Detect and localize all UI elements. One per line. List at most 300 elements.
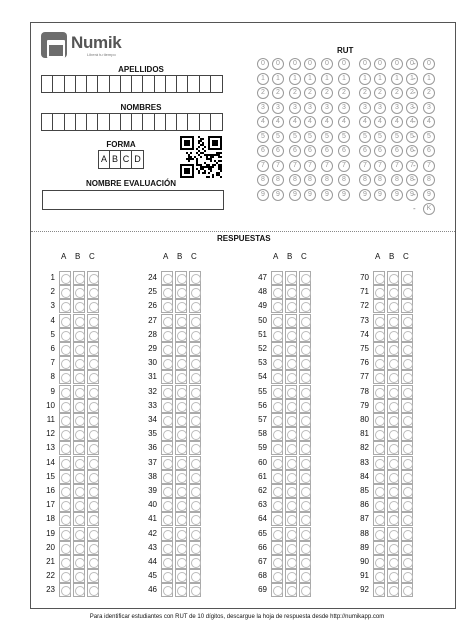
answer-bubble[interactable] [373, 271, 385, 285]
answer-bubble[interactable] [387, 470, 399, 484]
answer-bubble[interactable] [189, 370, 201, 384]
rut-bubble[interactable]: 8 [272, 174, 284, 186]
rut-bubble[interactable]: 4 [338, 116, 350, 128]
rut-bubble[interactable]: 0 [289, 58, 301, 70]
answer-bubble[interactable] [175, 484, 187, 498]
rut-bubble[interactable]: 0 [272, 58, 284, 70]
answer-bubble[interactable] [87, 328, 99, 342]
letter-box[interactable] [87, 76, 98, 92]
letter-box[interactable] [76, 76, 87, 92]
answer-bubble[interactable] [59, 285, 71, 299]
answer-bubble[interactable] [59, 527, 71, 541]
letter-box[interactable] [188, 76, 199, 92]
rut-bubble[interactable]: 5 [391, 131, 403, 143]
answer-bubble[interactable] [189, 555, 201, 569]
answer-bubble[interactable] [161, 484, 173, 498]
rut-bubble[interactable]: 8 [406, 174, 418, 186]
rut-bubble[interactable]: 5 [321, 131, 333, 143]
rut-bubble[interactable]: 0 [338, 58, 350, 70]
answer-bubble[interactable] [401, 484, 413, 498]
forma-option[interactable]: B [110, 151, 121, 168]
rut-bubble[interactable]: 5 [304, 131, 316, 143]
answer-bubble[interactable] [373, 285, 385, 299]
answer-bubble[interactable] [87, 427, 99, 441]
answer-bubble[interactable] [401, 427, 413, 441]
letter-box[interactable] [121, 76, 132, 92]
answer-bubble[interactable] [271, 569, 283, 583]
answer-bubble[interactable] [175, 314, 187, 328]
answer-bubble[interactable] [189, 541, 201, 555]
answer-bubble[interactable] [285, 399, 297, 413]
rut-bubble[interactable]: 3 [289, 102, 301, 114]
answer-bubble[interactable] [189, 470, 201, 484]
rut-bubble[interactable]: 4 [289, 116, 301, 128]
rut-check-bubble[interactable]: 6 [423, 145, 435, 157]
letter-box[interactable] [42, 114, 53, 130]
answer-bubble[interactable] [373, 385, 385, 399]
answer-bubble[interactable] [175, 285, 187, 299]
answer-bubble[interactable] [373, 427, 385, 441]
answer-bubble[interactable] [299, 527, 311, 541]
letter-box[interactable] [211, 114, 222, 130]
answer-bubble[interactable] [189, 314, 201, 328]
answer-bubble[interactable] [161, 314, 173, 328]
answer-bubble[interactable] [59, 555, 71, 569]
answer-bubble[interactable] [175, 370, 187, 384]
letter-box[interactable] [98, 76, 109, 92]
answer-bubble[interactable] [285, 456, 297, 470]
rut-bubble[interactable]: 7 [257, 160, 269, 172]
rut-bubble[interactable]: 9 [406, 189, 418, 201]
answer-bubble[interactable] [161, 541, 173, 555]
rut-bubble[interactable]: 1 [391, 73, 403, 85]
letter-box[interactable] [143, 76, 154, 92]
answer-bubble[interactable] [175, 413, 187, 427]
answer-bubble[interactable] [73, 356, 85, 370]
rut-bubble[interactable]: 5 [272, 131, 284, 143]
apellidos-field[interactable] [41, 75, 223, 93]
answer-bubble[interactable] [271, 527, 283, 541]
answer-bubble[interactable] [401, 399, 413, 413]
answer-bubble[interactable] [189, 299, 201, 313]
rut-bubble[interactable]: 3 [304, 102, 316, 114]
answer-bubble[interactable] [271, 299, 283, 313]
answer-bubble[interactable] [373, 512, 385, 526]
rut-check-bubble[interactable]: 3 [423, 102, 435, 114]
answer-bubble[interactable] [161, 555, 173, 569]
answer-bubble[interactable] [387, 299, 399, 313]
answer-bubble[interactable] [285, 498, 297, 512]
letter-box[interactable] [177, 114, 188, 130]
letter-box[interactable] [132, 114, 143, 130]
answer-bubble[interactable] [271, 470, 283, 484]
answer-bubble[interactable] [189, 512, 201, 526]
answer-bubble[interactable] [161, 299, 173, 313]
rut-bubble[interactable]: 6 [272, 145, 284, 157]
answer-bubble[interactable] [161, 470, 173, 484]
answer-bubble[interactable] [299, 498, 311, 512]
answer-bubble[interactable] [175, 498, 187, 512]
rut-bubble[interactable]: 9 [272, 189, 284, 201]
answer-bubble[interactable] [387, 370, 399, 384]
answer-bubble[interactable] [299, 399, 311, 413]
answer-bubble[interactable] [401, 441, 413, 455]
rut-bubble[interactable]: 2 [304, 87, 316, 99]
answer-bubble[interactable] [401, 470, 413, 484]
letter-box[interactable] [65, 114, 76, 130]
answer-bubble[interactable] [387, 498, 399, 512]
answer-bubble[interactable] [401, 569, 413, 583]
answer-bubble[interactable] [285, 583, 297, 597]
answer-bubble[interactable] [401, 498, 413, 512]
rut-bubble[interactable]: 9 [321, 189, 333, 201]
answer-bubble[interactable] [59, 470, 71, 484]
answer-bubble[interactable] [73, 413, 85, 427]
answer-bubble[interactable] [271, 314, 283, 328]
answer-bubble[interactable] [175, 512, 187, 526]
answer-bubble[interactable] [73, 569, 85, 583]
rut-bubble[interactable]: 5 [289, 131, 301, 143]
rut-bubble[interactable]: 6 [304, 145, 316, 157]
letter-box[interactable] [53, 114, 64, 130]
rut-bubble[interactable]: 2 [359, 87, 371, 99]
rut-bubble[interactable]: 5 [338, 131, 350, 143]
answer-bubble[interactable] [189, 484, 201, 498]
answer-bubble[interactable] [401, 456, 413, 470]
rut-check-bubble[interactable]: 2 [423, 87, 435, 99]
answer-bubble[interactable] [271, 512, 283, 526]
answer-bubble[interactable] [373, 441, 385, 455]
answer-bubble[interactable] [299, 385, 311, 399]
answer-bubble[interactable] [175, 456, 187, 470]
answer-bubble[interactable] [59, 356, 71, 370]
forma-option[interactable]: D [134, 154, 141, 164]
answer-bubble[interactable] [387, 413, 399, 427]
answer-bubble[interactable] [285, 427, 297, 441]
answer-bubble[interactable] [175, 527, 187, 541]
answer-bubble[interactable] [401, 512, 413, 526]
answer-bubble[interactable] [73, 299, 85, 313]
rut-bubble[interactable]: 5 [374, 131, 386, 143]
rut-bubble[interactable]: 1 [338, 73, 350, 85]
answer-bubble[interactable] [285, 285, 297, 299]
answer-bubble[interactable] [175, 385, 187, 399]
answer-bubble[interactable] [73, 470, 85, 484]
rut-bubble[interactable]: 0 [391, 58, 403, 70]
rut-bubble[interactable]: 4 [359, 116, 371, 128]
answer-bubble[interactable] [59, 512, 71, 526]
answer-bubble[interactable] [285, 356, 297, 370]
rut-bubble[interactable]: 4 [304, 116, 316, 128]
answer-bubble[interactable] [73, 498, 85, 512]
answer-bubble[interactable] [299, 512, 311, 526]
answer-bubble[interactable] [271, 271, 283, 285]
rut-bubble[interactable]: 5 [257, 131, 269, 143]
rut-bubble[interactable]: 7 [321, 160, 333, 172]
rut-bubble[interactable]: 7 [289, 160, 301, 172]
rut-bubble[interactable]: 2 [406, 87, 418, 99]
rut-bubble[interactable]: 4 [374, 116, 386, 128]
answer-bubble[interactable] [161, 583, 173, 597]
answer-bubble[interactable] [401, 385, 413, 399]
rut-bubble[interactable]: 7 [272, 160, 284, 172]
answer-bubble[interactable] [285, 569, 297, 583]
evaluacion-field[interactable] [42, 190, 224, 210]
rut-bubble[interactable]: 1 [359, 73, 371, 85]
answer-bubble[interactable] [387, 427, 399, 441]
answer-bubble[interactable] [387, 328, 399, 342]
answer-bubble[interactable] [189, 271, 201, 285]
answer-bubble[interactable] [373, 498, 385, 512]
answer-bubble[interactable] [73, 399, 85, 413]
rut-bubble[interactable]: 1 [321, 73, 333, 85]
answer-bubble[interactable] [189, 356, 201, 370]
rut-bubble[interactable]: 0 [257, 58, 269, 70]
answer-bubble[interactable] [271, 328, 283, 342]
answer-bubble[interactable] [373, 527, 385, 541]
answer-bubble[interactable] [373, 569, 385, 583]
rut-bubble[interactable]: 2 [272, 87, 284, 99]
answer-bubble[interactable] [87, 342, 99, 356]
answer-bubble[interactable] [161, 385, 173, 399]
answer-bubble[interactable] [73, 441, 85, 455]
answer-bubble[interactable] [387, 583, 399, 597]
answer-bubble[interactable] [87, 413, 99, 427]
answer-bubble[interactable] [161, 370, 173, 384]
answer-bubble[interactable] [401, 285, 413, 299]
answer-bubble[interactable] [373, 356, 385, 370]
answer-bubble[interactable] [373, 328, 385, 342]
rut-check-bubble[interactable]: 0 [423, 58, 435, 70]
answer-bubble[interactable] [299, 299, 311, 313]
letter-box[interactable] [87, 114, 98, 130]
answer-bubble[interactable] [387, 271, 399, 285]
answer-bubble[interactable] [87, 527, 99, 541]
answer-bubble[interactable] [175, 583, 187, 597]
answer-bubble[interactable] [299, 342, 311, 356]
answer-bubble[interactable] [387, 456, 399, 470]
rut-bubble[interactable]: 0 [321, 58, 333, 70]
rut-bubble[interactable]: 0 [304, 58, 316, 70]
answer-bubble[interactable] [387, 356, 399, 370]
answer-bubble[interactable] [161, 498, 173, 512]
answer-bubble[interactable] [271, 399, 283, 413]
letter-box[interactable] [65, 76, 76, 92]
rut-bubble[interactable]: 3 [338, 102, 350, 114]
rut-bubble[interactable]: 8 [257, 174, 269, 186]
letter-box[interactable] [132, 76, 143, 92]
answer-bubble[interactable] [401, 583, 413, 597]
answer-bubble[interactable] [87, 314, 99, 328]
answer-bubble[interactable] [387, 527, 399, 541]
answer-bubble[interactable] [189, 441, 201, 455]
answer-bubble[interactable] [285, 441, 297, 455]
answer-bubble[interactable] [189, 569, 201, 583]
rut-bubble[interactable]: 8 [391, 174, 403, 186]
answer-bubble[interactable] [285, 484, 297, 498]
answer-bubble[interactable] [401, 370, 413, 384]
answer-bubble[interactable] [175, 569, 187, 583]
answer-bubble[interactable] [73, 527, 85, 541]
answer-bubble[interactable] [387, 314, 399, 328]
answer-bubble[interactable] [87, 498, 99, 512]
answer-bubble[interactable] [189, 328, 201, 342]
answer-bubble[interactable] [299, 427, 311, 441]
answer-bubble[interactable] [87, 271, 99, 285]
answer-bubble[interactable] [271, 342, 283, 356]
answer-bubble[interactable] [73, 456, 85, 470]
answer-bubble[interactable] [373, 413, 385, 427]
answer-bubble[interactable] [401, 541, 413, 555]
answer-bubble[interactable] [285, 512, 297, 526]
answer-bubble[interactable] [87, 512, 99, 526]
answer-bubble[interactable] [299, 541, 311, 555]
rut-bubble[interactable]: 3 [406, 102, 418, 114]
answer-bubble[interactable] [59, 498, 71, 512]
rut-bubble[interactable]: 3 [359, 102, 371, 114]
answer-bubble[interactable] [59, 456, 71, 470]
letter-box[interactable] [143, 114, 154, 130]
rut-bubble[interactable]: 6 [374, 145, 386, 157]
answer-bubble[interactable] [373, 314, 385, 328]
answer-bubble[interactable] [161, 356, 173, 370]
rut-bubble[interactable]: 9 [289, 189, 301, 201]
rut-bubble[interactable]: 3 [321, 102, 333, 114]
rut-bubble[interactable]: 5 [406, 131, 418, 143]
rut-bubble[interactable]: 7 [338, 160, 350, 172]
rut-check-bubble-k[interactable]: K [423, 203, 435, 215]
answer-bubble[interactable] [401, 328, 413, 342]
answer-bubble[interactable] [401, 356, 413, 370]
rut-bubble[interactable]: 6 [391, 145, 403, 157]
answer-bubble[interactable] [299, 413, 311, 427]
rut-bubble[interactable]: 4 [321, 116, 333, 128]
rut-bubble[interactable]: 4 [406, 116, 418, 128]
rut-bubble[interactable]: 7 [406, 160, 418, 172]
letter-box[interactable] [53, 76, 64, 92]
answer-bubble[interactable] [189, 527, 201, 541]
answer-bubble[interactable] [299, 314, 311, 328]
rut-bubble[interactable]: 2 [374, 87, 386, 99]
answer-bubble[interactable] [175, 470, 187, 484]
answer-bubble[interactable] [161, 328, 173, 342]
answer-bubble[interactable] [59, 299, 71, 313]
answer-bubble[interactable] [73, 370, 85, 384]
rut-bubble[interactable]: 0 [374, 58, 386, 70]
rut-bubble[interactable]: 9 [359, 189, 371, 201]
answer-bubble[interactable] [285, 541, 297, 555]
answer-bubble[interactable] [73, 314, 85, 328]
rut-bubble[interactable]: 1 [257, 73, 269, 85]
answer-bubble[interactable] [175, 271, 187, 285]
answer-bubble[interactable] [285, 342, 297, 356]
answer-bubble[interactable] [271, 441, 283, 455]
answer-bubble[interactable] [271, 413, 283, 427]
answer-bubble[interactable] [73, 385, 85, 399]
answer-bubble[interactable] [161, 441, 173, 455]
answer-bubble[interactable] [73, 484, 85, 498]
answer-bubble[interactable] [401, 299, 413, 313]
answer-bubble[interactable] [175, 399, 187, 413]
answer-bubble[interactable] [271, 385, 283, 399]
answer-bubble[interactable] [87, 456, 99, 470]
answer-bubble[interactable] [87, 569, 99, 583]
answer-bubble[interactable] [299, 484, 311, 498]
rut-bubble[interactable]: 8 [304, 174, 316, 186]
rut-bubble[interactable]: 1 [406, 73, 418, 85]
answer-bubble[interactable] [285, 470, 297, 484]
answer-bubble[interactable] [73, 271, 85, 285]
answer-bubble[interactable] [299, 456, 311, 470]
answer-bubble[interactable] [271, 370, 283, 384]
answer-bubble[interactable] [161, 512, 173, 526]
rut-bubble[interactable]: 2 [321, 87, 333, 99]
rut-bubble[interactable]: 1 [304, 73, 316, 85]
rut-bubble[interactable]: 3 [257, 102, 269, 114]
answer-bubble[interactable] [387, 342, 399, 356]
answer-bubble[interactable] [299, 328, 311, 342]
answer-bubble[interactable] [161, 413, 173, 427]
rut-bubble[interactable]: 7 [374, 160, 386, 172]
rut-bubble[interactable]: 4 [257, 116, 269, 128]
rut-bubble[interactable]: 1 [374, 73, 386, 85]
answer-bubble[interactable] [285, 271, 297, 285]
answer-bubble[interactable] [189, 498, 201, 512]
answer-bubble[interactable] [59, 441, 71, 455]
answer-bubble[interactable] [387, 484, 399, 498]
letter-box[interactable] [98, 114, 109, 130]
rut-bubble[interactable]: 6 [359, 145, 371, 157]
answer-bubble[interactable] [387, 285, 399, 299]
answer-bubble[interactable] [73, 342, 85, 356]
rut-bubble[interactable]: 2 [391, 87, 403, 99]
forma-selector[interactable] [98, 150, 144, 169]
answer-bubble[interactable] [73, 427, 85, 441]
answer-bubble[interactable] [271, 484, 283, 498]
answer-bubble[interactable] [299, 470, 311, 484]
answer-bubble[interactable] [73, 328, 85, 342]
answer-bubble[interactable] [161, 569, 173, 583]
letter-box[interactable] [110, 76, 121, 92]
answer-bubble[interactable] [73, 285, 85, 299]
answer-bubble[interactable] [59, 385, 71, 399]
answer-bubble[interactable] [373, 370, 385, 384]
answer-bubble[interactable] [373, 470, 385, 484]
letter-box[interactable] [155, 76, 166, 92]
answer-bubble[interactable] [73, 541, 85, 555]
answer-bubble[interactable] [271, 541, 283, 555]
answer-bubble[interactable] [401, 271, 413, 285]
answer-bubble[interactable] [271, 356, 283, 370]
rut-bubble[interactable]: 4 [391, 116, 403, 128]
answer-bubble[interactable] [299, 285, 311, 299]
rut-check-bubble[interactable]: 9 [423, 189, 435, 201]
rut-check-bubble[interactable]: 8 [423, 174, 435, 186]
answer-bubble[interactable] [59, 484, 71, 498]
letter-box[interactable] [166, 114, 177, 130]
rut-check-bubble[interactable]: 7 [423, 160, 435, 172]
answer-bubble[interactable] [189, 342, 201, 356]
rut-bubble[interactable]: 7 [359, 160, 371, 172]
answer-bubble[interactable] [271, 427, 283, 441]
answer-bubble[interactable] [387, 385, 399, 399]
answer-bubble[interactable] [189, 427, 201, 441]
rut-bubble[interactable]: 6 [289, 145, 301, 157]
answer-bubble[interactable] [271, 498, 283, 512]
answer-bubble[interactable] [87, 555, 99, 569]
answer-bubble[interactable] [271, 285, 283, 299]
answer-bubble[interactable] [161, 342, 173, 356]
